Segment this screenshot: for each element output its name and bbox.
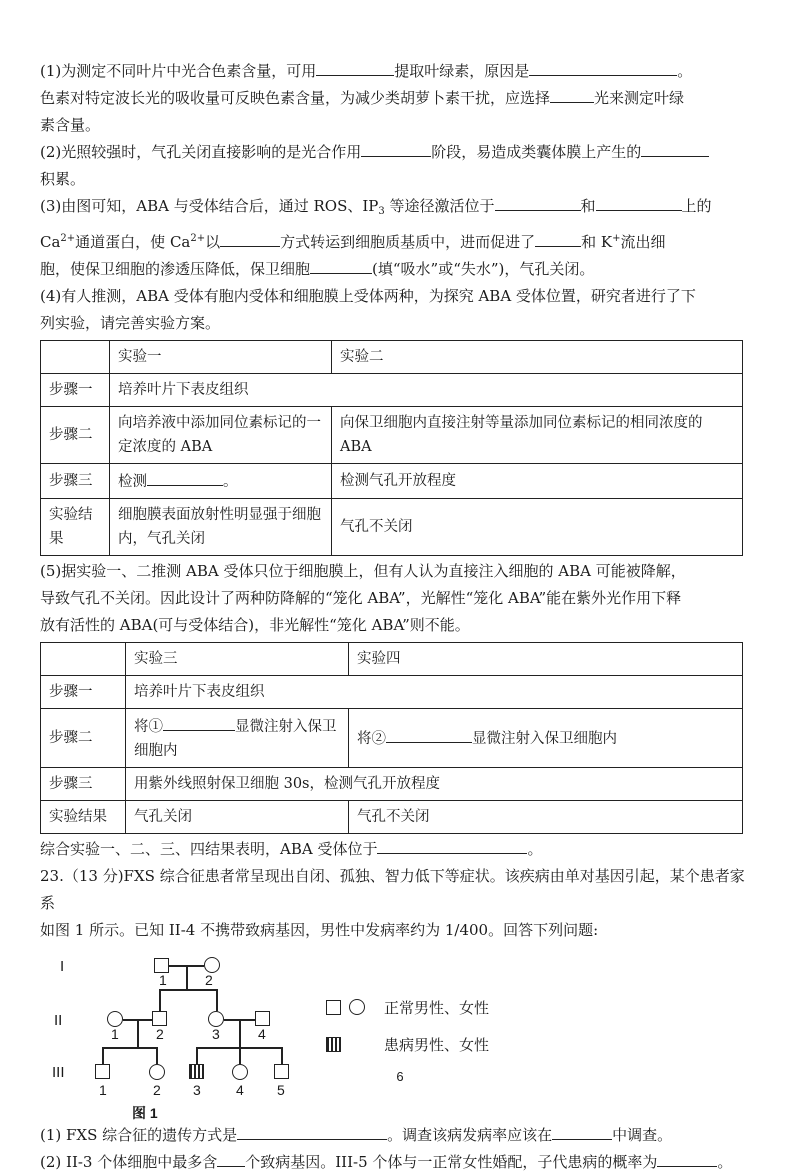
table-header: 实验二 — [332, 341, 743, 374]
q3-text: (3)由图可知，ABA 与受体结合后，通过 ROS、$IP_3$ 等途径激活位于 和 上的 $Ca^{2+}$通道蛋白，使 $Ca^{2+}$以 方式转运到细胞质基质中，进而促进了 和 K+流出细 胞，使保卫细胞的渗透压降低，保卫细胞 (填“吸水”或“失水”)，气孔关闭。 — [40, 193, 745, 283]
legend-male-normal — [326, 1000, 341, 1015]
pedigree-female-normal — [107, 1011, 123, 1027]
descent-line — [239, 1019, 241, 1047]
answer-blank[interactable] — [596, 193, 682, 211]
row-label: 实验结果 — [41, 801, 126, 834]
descent-line — [102, 1047, 104, 1064]
pedigree-label: 3 — [193, 1082, 201, 1098]
answer-blank[interactable] — [657, 1149, 717, 1167]
table-header: 实验三 — [126, 643, 349, 676]
answer-blank[interactable] — [217, 1149, 245, 1167]
legend-female-normal — [349, 999, 365, 1015]
legend-label: 患病男性、女性 — [384, 1036, 490, 1054]
pedigree-female-normal — [204, 957, 220, 973]
pedigree-figure — [40, 950, 745, 1122]
table-cell: 向保卫细胞内直接注射等量添加同位素标记的相同浓度的 ABA — [332, 407, 743, 464]
row-label: 实验结果 — [41, 499, 110, 556]
legend-label: 正常男性、女性 — [384, 999, 490, 1017]
experiment-table-2 — [40, 642, 743, 834]
answer-blank[interactable] — [495, 193, 581, 211]
table-cell: 检测气孔开放程度 — [332, 464, 743, 499]
q2-text: (2)光照较强时，气孔关闭直接影响的是光合作用 阶段，易造成类囊体膜上产生的 积累。 — [40, 139, 745, 193]
answer-blank[interactable] — [552, 1122, 612, 1140]
answer-blank[interactable] — [529, 58, 677, 76]
table-cell: 培养叶片下表皮组织 — [110, 374, 743, 407]
row-label: 步骤一 — [41, 676, 126, 709]
answer-blank[interactable] — [220, 229, 280, 247]
figure-caption: 图 1 — [132, 1105, 158, 1121]
sibship-line — [102, 1047, 157, 1049]
legend-affected-symbol — [326, 1037, 341, 1052]
table-header: 实验四 — [349, 643, 743, 676]
answer-blank[interactable] — [316, 58, 394, 76]
experiment-table-1 — [40, 340, 743, 556]
descent-line — [239, 1047, 241, 1064]
row-label: 步骤三 — [41, 464, 110, 499]
pedigree-female-normal — [208, 1011, 224, 1027]
q4-text: (4)有人推测，ABA 受体有胞内受体和细胞膜上受体两种，为探究 ABA 受体位置，研究者进行了下 列实验，请完善实验方案。 — [40, 287, 696, 332]
pedigree-label: 1 — [99, 1082, 107, 1098]
table-cell: 向培养液中添加同位素标记的一定浓度的 ABA — [110, 407, 332, 464]
answer-blank[interactable] — [386, 725, 472, 743]
row-label: 步骤一 — [41, 374, 110, 407]
pedigree-label: 4 — [236, 1082, 244, 1098]
sibship-line — [159, 989, 217, 991]
page-number: 6 — [396, 1069, 404, 1084]
pedigree-label: 2 — [205, 972, 213, 988]
table-cell: 培养叶片下表皮组织 — [126, 676, 743, 709]
descent-line — [186, 965, 188, 989]
pedigree-label: 3 — [212, 1026, 220, 1042]
pedigree-label: 2 — [153, 1082, 161, 1098]
answer-blank[interactable] — [310, 256, 372, 274]
summary-text: 综合实验一、二、三、四结果表明，ABA 受体位于 。 — [40, 836, 745, 863]
pedigree-male-normal — [255, 1011, 270, 1026]
answer-blank[interactable] — [237, 1122, 387, 1140]
descent-line — [159, 989, 161, 1011]
generation-label: III — [52, 1064, 65, 1081]
descent-line — [196, 1047, 198, 1064]
table-cell: 气孔关闭 — [126, 801, 349, 834]
q1-text: (1)为测定不同叶片中光合色素含量，可用 提取叶绿素，原因是 。 色素对特定波长光的吸收量可反映色素含量，为减少类胡萝卜素干扰，应选择 光来测定叶绿 素含量。 — [40, 58, 745, 139]
table-cell: 用紫外线照射保卫细胞 30s，检测气孔开放程度 — [126, 768, 743, 801]
row-label: 步骤二 — [41, 407, 110, 464]
pedigree-label: 5 — [277, 1082, 285, 1098]
generation-label: II — [54, 1012, 63, 1029]
table-header: 实验一 — [110, 341, 332, 374]
answer-blank[interactable] — [550, 85, 594, 103]
descent-line — [156, 1047, 158, 1064]
table-cell: 将① 显微注射入保卫细胞内 — [126, 709, 349, 768]
row-label: 步骤三 — [41, 768, 126, 801]
table-cell: 气孔不关闭 — [349, 801, 743, 834]
answer-blank[interactable] — [163, 713, 235, 731]
descent-line — [281, 1047, 283, 1064]
answer-blank[interactable] — [147, 468, 223, 486]
q5-text: (5)据实验一、二推测 ABA 受体只位于细胞膜上，但有人认为直接注入细胞的 ABA 可能被降解， 导致气孔不关闭。因此设计了两种防降解的“笼化 ABA”，光解性“笼化 ABA”能在紫外光作用下释 放有活性的 ABA(可与受体结合)，非光解性“笼化 ABA”则不能。 — [40, 562, 686, 634]
generation-label: I — [60, 958, 65, 975]
table-cell: 将② 显微注射入保卫细胞内 — [349, 709, 743, 768]
pedigree-male-normal — [152, 1011, 167, 1026]
table-cell: 气孔不关闭 — [332, 499, 743, 556]
answer-blank[interactable] — [377, 836, 527, 854]
pedigree-label: 2 — [156, 1026, 164, 1042]
pedigree-label: 1 — [159, 972, 167, 988]
pedigree-label: 1 — [111, 1026, 119, 1042]
table-cell: 细胞膜表面放射性明显强于细胞内，气孔关闭 — [110, 499, 332, 556]
answer-blank[interactable] — [641, 139, 709, 157]
row-label: 步骤二 — [41, 709, 126, 768]
descent-line — [216, 989, 218, 1011]
pedigree-male-normal — [154, 958, 169, 973]
exam-page — [40, 58, 745, 1176]
q23-2-text: (2) II-3 个体细胞中最多含 个致病基因。III-5 个体与一正常女性婚配，子代患病的概率为 。 — [40, 1149, 745, 1176]
table-cell: 检测 。 — [110, 464, 332, 499]
answer-blank[interactable] — [361, 139, 431, 157]
q23-text: 23.（13 分)FXS 综合征患者常呈现出自闭、孤独、智力低下等症状。该疾病由单对基因引起，某个患者家系 如图 1 所示。已知 II-4 不携带致病基因，男性中发病率约为 1/400。回答下列问题: — [40, 867, 745, 939]
pedigree-label: 4 — [258, 1026, 266, 1042]
q23-1-text: (1) FXS 综合征的遗传方式是 。调查该病发病率应该在 中调查。 — [40, 1122, 745, 1149]
answer-blank[interactable] — [535, 229, 581, 247]
descent-line — [137, 1019, 139, 1047]
